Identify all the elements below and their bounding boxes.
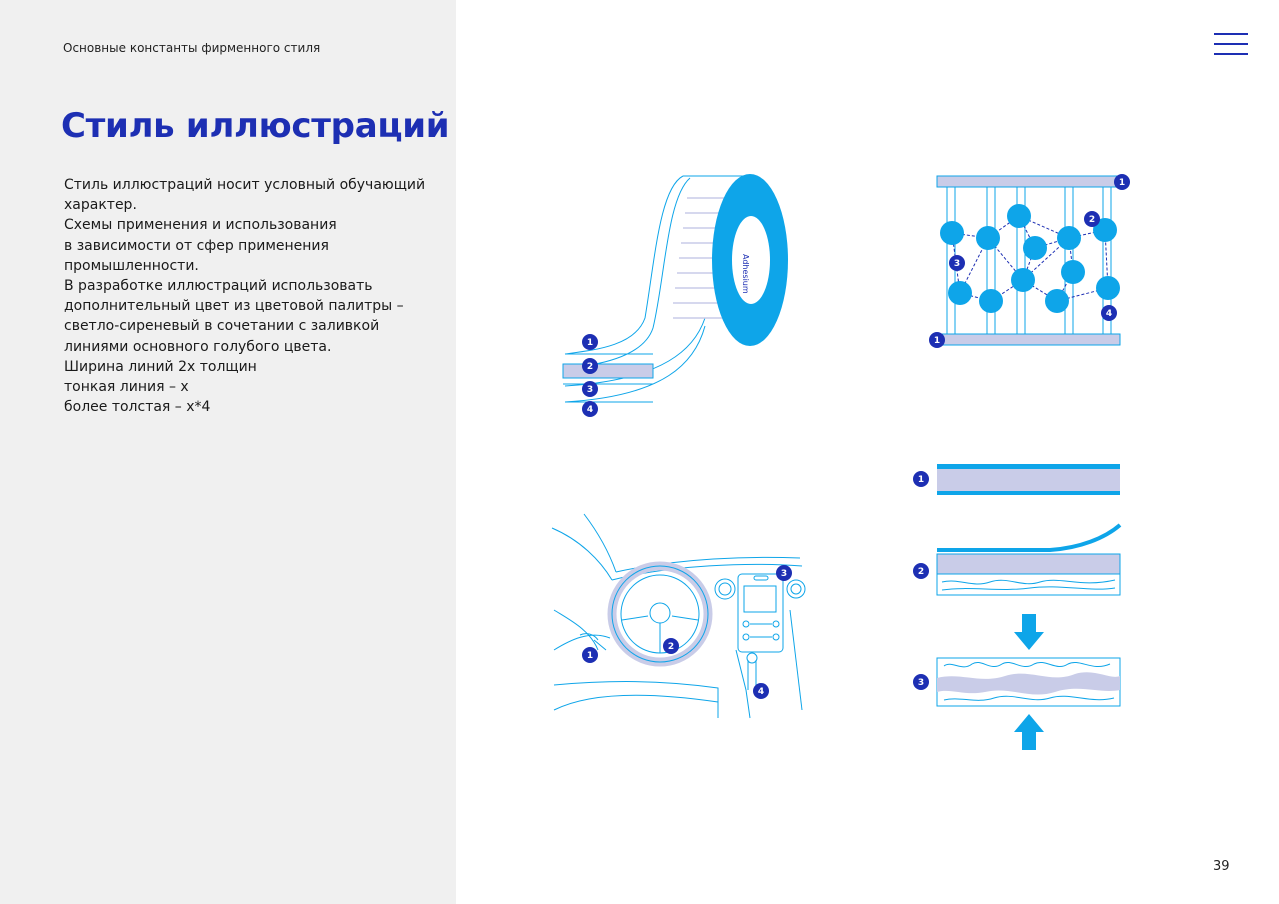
badge-3: 3 bbox=[586, 385, 594, 395]
badge-3: 3 bbox=[917, 678, 925, 688]
badge-2: 2 bbox=[667, 642, 675, 652]
svg-text:Adhesium: Adhesium bbox=[741, 254, 750, 294]
car-interior-illustration bbox=[550, 510, 808, 725]
badge-1: 1 bbox=[586, 651, 594, 661]
body-line: характер. bbox=[64, 197, 137, 214]
page-number: 39 bbox=[1213, 859, 1230, 874]
body-line: Схемы применения и использования bbox=[64, 217, 337, 234]
body-text bbox=[64, 175, 444, 417]
badge-1: 1 bbox=[933, 336, 941, 346]
hamburger-menu-icon[interactable] bbox=[1214, 33, 1250, 57]
body-line: В разработке иллюстраций использовать bbox=[64, 278, 373, 295]
badge-2: 2 bbox=[1088, 215, 1096, 225]
badge-4: 4 bbox=[757, 687, 765, 697]
badge-3: 3 bbox=[780, 569, 788, 579]
body-line: дополнительный цвет из цветовой палитры – bbox=[64, 298, 404, 315]
body-line: в зависимости от сфер применения bbox=[64, 237, 329, 254]
badge-1: 1 bbox=[586, 338, 594, 348]
adhesive-structure-illustration bbox=[925, 168, 1135, 353]
body-line: тонкая линия – х bbox=[64, 379, 189, 396]
tape-roll-illustration bbox=[555, 168, 815, 428]
badge-1: 1 bbox=[917, 475, 925, 485]
body-line: Стиль иллюстраций носит условный обучающий bbox=[64, 177, 426, 193]
section-title: Основные константы фирменного стиля bbox=[63, 41, 321, 55]
body-line: более толстая – х*4 bbox=[64, 399, 211, 416]
badge-2: 2 bbox=[917, 567, 925, 577]
body-line: промышленности. bbox=[64, 257, 199, 274]
badge-1: 1 bbox=[1118, 178, 1126, 188]
page-title: Стиль иллюстраций bbox=[61, 106, 450, 146]
badge-4: 4 bbox=[586, 405, 594, 415]
body-line: линиями основного голубого цвета. bbox=[64, 338, 332, 355]
badge-3: 3 bbox=[953, 259, 961, 269]
application-steps-illustration bbox=[910, 460, 1130, 755]
badge-4: 4 bbox=[1105, 309, 1113, 319]
body-line: светло-сиреневый в сочетании с заливкой bbox=[64, 318, 380, 335]
body-line: Ширина линий 2х толщин bbox=[64, 358, 257, 375]
badge-2: 2 bbox=[586, 362, 594, 372]
